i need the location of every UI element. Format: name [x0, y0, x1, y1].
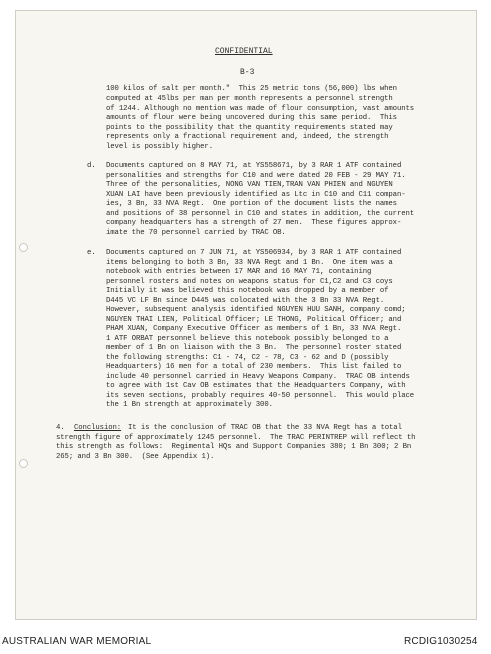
text-line: ies, 3 Bn, 33 NVA Regt. One portion of the document lists the names: [106, 200, 397, 208]
text-line: the 1 Bn strength at approximately 300.: [106, 401, 273, 409]
text-line: strength figure of approximately 1245 personnel. The TRAC PERINTREP will reflect th: [56, 434, 416, 442]
archive-name: AUSTRALIAN WAR MEMORIAL: [2, 636, 152, 647]
page-number: B-3: [240, 68, 255, 77]
text-line: amounts of flour were being uncovered during this same period. This: [106, 114, 397, 122]
text-line: personalities and strengths for C10 and were dated 20 FEB - 29 MAY 71.: [106, 172, 406, 180]
text-line: of 1244. Although no mention was made of flour consumption, vast amounts: [106, 105, 415, 113]
text-line: the following strengths: C1 - 74, C2 - 78, C3 - 62 and D (possibly: [106, 354, 389, 362]
text-line: include 40 personnel carried in Heavy Weapons Company. TRAC OB intends: [106, 373, 410, 381]
text-line: company headquarters has a strength of 27 men. These figures approx-: [106, 219, 402, 227]
section-number: 4.: [56, 424, 65, 432]
text-line: However, subsequent analysis identified NGUYEN HUU SANH, company comd;: [106, 306, 406, 314]
document-page: [15, 10, 477, 620]
text-line: computed at 45lbs per man per month represents a personnel strength: [106, 95, 393, 103]
text-line: represents only a fractional requirement and, indeed, the strength: [106, 133, 389, 141]
text-line: 1 ATF ORBAT personnel believe this notebook possibly belonged to a: [106, 335, 389, 343]
text-line: its seven sections, probably requires 40-50 personnel. This would place: [106, 392, 415, 400]
classification-header: CONFIDENTIAL: [215, 47, 273, 56]
text-line: and positions of 38 personnel in C10 and states in addition, the current: [106, 210, 415, 218]
paragraph-label: e.: [87, 249, 96, 257]
text-line: 265; and 3 Bn 300. (See Appendix 1).: [56, 453, 215, 461]
text-line: D445 VC LF Bn since D445 was colocated with the 3 Bn 33 NVA Regt.: [106, 297, 385, 305]
text-line: It is the conclusion of TRAC OB that the 33 NVA Regt has a total: [128, 424, 402, 432]
text-line: 100 kilos of salt per month." This 25 metric tons (56,000) lbs when: [106, 85, 397, 93]
paragraph-label: d.: [87, 162, 96, 170]
conclusion-heading: Conclusion:: [74, 424, 122, 432]
record-id: RCDIG1030254: [404, 636, 478, 647]
text-line: items belonging to both 3 Bn, 33 NVA Regt and 1 Bn. One item was a: [106, 259, 393, 267]
text-line: XUAN LAI have been previously identified as Ltc in C10 and C11 compan-: [106, 191, 406, 199]
text-line: this strength as follows: Regimental HQs and Support Companies 380; 1 Bn 300; 2 Bn: [56, 443, 412, 451]
text-line: personnel rosters and notes on weapons status for C1,C2 and C3 coys: [106, 278, 393, 286]
archive-footer: [0, 626, 491, 654]
text-line: Documents captured on 8 MAY 71, at YS558671, by 3 RAR 1 ATF contained: [106, 162, 402, 170]
text-line: Initially it was believed this notebook was dropped by a member of: [106, 287, 389, 295]
text-line: Documents captured on 7 JUN 71, at YS506934, by 3 RAR 1 ATF contained: [106, 249, 402, 257]
text-line: NGUYEN THAI LIEN, Political Officer; LE THONG, Political Officer; and: [106, 316, 402, 324]
text-line: level is possibly higher.: [106, 143, 213, 151]
text-line: PHAM XUAN, Company Executive Officer as members of 1 Bn, 33 NVA Regt.: [106, 325, 402, 333]
text-line: imate the 70 personnel carried by TRAC OB.: [106, 229, 286, 237]
punch-hole: [19, 243, 28, 252]
text-line: points to the possibility that the quantity requirements stated may: [106, 124, 393, 132]
text-line: member of 1 Bn on liaison with the 3 Bn. The personnel roster stated: [106, 344, 402, 352]
text-line: notebook with entries between 17 MAR and 16 MAY 71, containing: [106, 268, 372, 276]
text-line: Headquarters) 16 men for a total of 230 members. This list failed to: [106, 363, 402, 371]
punch-hole: [19, 459, 28, 468]
text-line: Three of the personalities, NONG VAN TIEN,TRAN VAN PHIEN and NGUYEN: [106, 181, 393, 189]
text-line: to agree with 1st Cav OB estimates that the Headquarters Company, with: [106, 382, 406, 390]
